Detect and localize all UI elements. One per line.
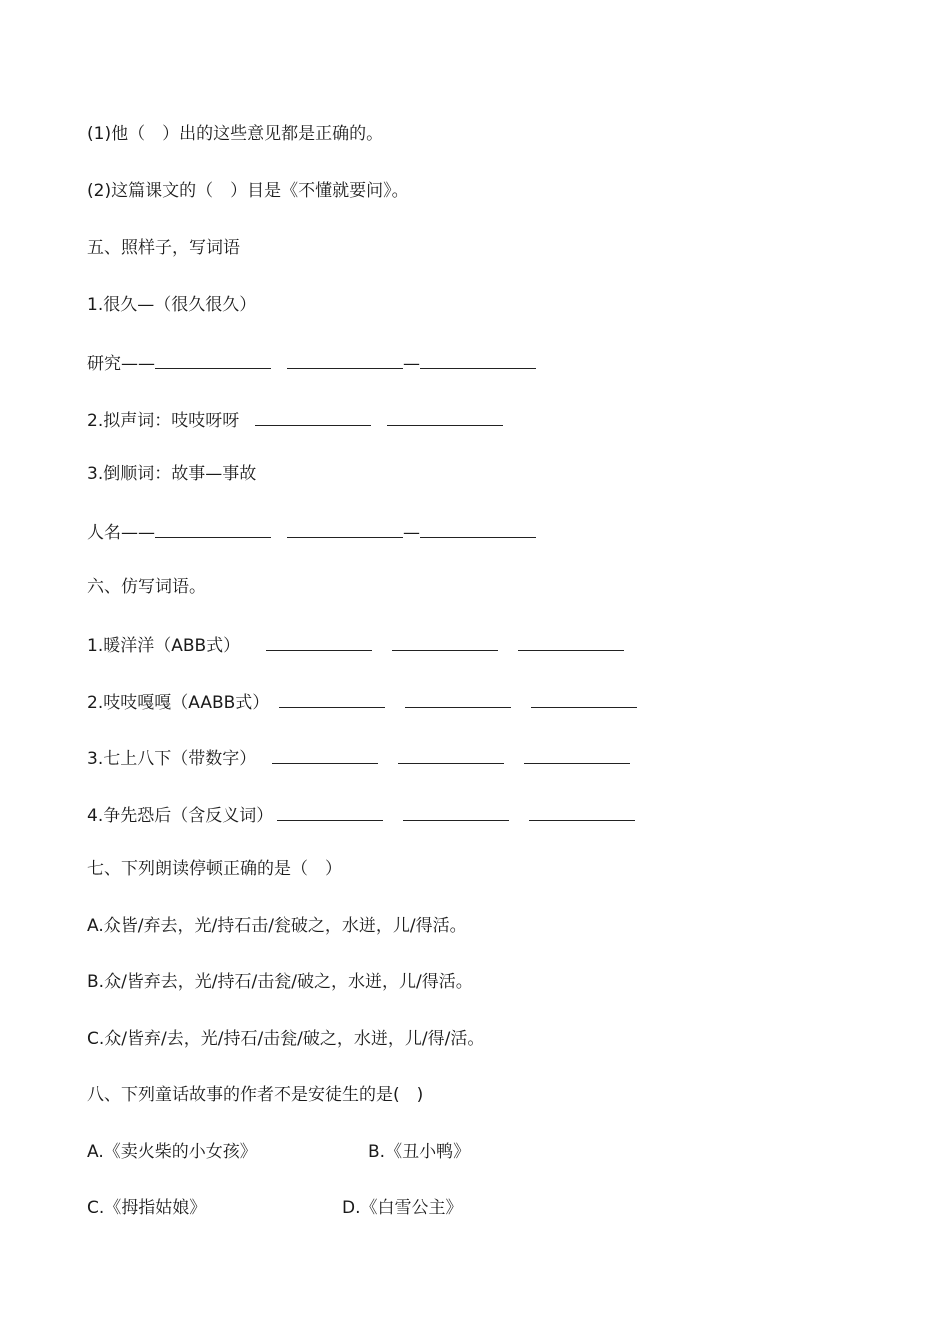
section-6-item-3 [87, 745, 630, 770]
section-8-title-text: 八、下列童话故事的作者不是安徒生的是( ) [87, 1085, 424, 1105]
section-6-item-3-text: 3.七上八下（带数字） [87, 749, 257, 769]
answer-blank[interactable] [155, 519, 271, 538]
section-5-exercise-1 [87, 350, 536, 375]
answer-blank[interactable] [277, 802, 383, 821]
exercise-word: 研究—— [87, 354, 155, 374]
option-a-text: A.众皆/弃去，光/持石击/瓮破之，水迸，儿/得活。 [87, 916, 467, 936]
section-5-example-1 [87, 294, 256, 316]
answer-blank[interactable] [287, 519, 403, 538]
section-6-item-4 [87, 802, 635, 827]
answer-blank[interactable] [420, 350, 536, 369]
section-7-title-text: 七、下列朗读停顿正确的是（ ） [87, 859, 342, 879]
section-8-option-d [342, 1197, 463, 1219]
section-5-title [87, 237, 240, 259]
section-6-item-2-text: 2.吱吱嘎嘎（AABB式） [87, 693, 270, 713]
dash: — [403, 523, 420, 543]
option-b-text: B.《丑小鸭》 [368, 1142, 471, 1162]
answer-blank[interactable] [266, 632, 372, 651]
section-6-item-2 [87, 689, 637, 714]
option-c-text: C.众/皆弃/去，光/持石/击瓮/破之，水迸，儿/得/活。 [87, 1029, 485, 1049]
section-5-example-1-text: 1.很久—（很久很久） [87, 295, 257, 315]
section-5-example-2-text: 2.拟声词：吱吱呀呀 [87, 411, 240, 431]
section-5-example-2 [87, 407, 503, 432]
option-c-text: C.《拇指姑娘》 [87, 1198, 207, 1218]
option-a-text: A.《卖火柴的小女孩》 [87, 1142, 257, 1162]
answer-blank[interactable] [420, 519, 536, 538]
answer-blank[interactable] [155, 350, 271, 369]
answer-blank[interactable] [272, 745, 378, 764]
answer-blank[interactable] [287, 350, 403, 369]
exercise-word: 人名—— [87, 523, 155, 543]
section-5-example-3-text: 3.倒顺词：故事—事故 [87, 464, 257, 484]
answer-blank[interactable] [524, 745, 630, 764]
section-6-title-text: 六、仿写词语。 [87, 577, 206, 597]
section-5-example-3 [87, 463, 256, 485]
section-7-option-b [87, 971, 473, 993]
answer-blank[interactable] [387, 407, 503, 426]
section-7-title [87, 858, 342, 880]
question-2-text: (2)这篇课文的（ ）目是《不懂就要问》。 [87, 181, 409, 201]
section-6-title [87, 576, 206, 598]
section-6-item-1-text: 1.暖洋洋（ABB式） [87, 636, 241, 656]
answer-blank[interactable] [398, 745, 504, 764]
answer-blank[interactable] [531, 689, 637, 708]
answer-blank[interactable] [405, 689, 511, 708]
answer-blank[interactable] [392, 632, 498, 651]
dash: — [403, 354, 420, 374]
section-7-option-a [87, 915, 467, 937]
answer-blank[interactable] [279, 689, 385, 708]
option-b-text: B.众/皆弃去，光/持石/击瓮/破之，水迸，儿/得活。 [87, 972, 473, 992]
section-8-option-a [87, 1141, 257, 1163]
section-5-exercise-3 [87, 519, 536, 544]
question-2 [87, 180, 409, 202]
section-7-option-c [87, 1028, 484, 1050]
section-8-option-c [87, 1197, 206, 1219]
answer-blank[interactable] [529, 802, 635, 821]
section-8-title [87, 1084, 423, 1106]
answer-blank[interactable] [403, 802, 509, 821]
section-6-item-4-text: 4.争先恐后（含反义词） [87, 806, 274, 826]
question-1-text: (1)他（ ）出的这些意见都是正确的。 [87, 124, 384, 144]
section-6-item-1 [87, 632, 624, 657]
section-5-title-text: 五、照样子，写词语 [87, 238, 240, 258]
question-1 [87, 123, 383, 145]
answer-blank[interactable] [518, 632, 624, 651]
answer-blank[interactable] [255, 407, 371, 426]
option-d-text: D.《白雪公主》 [342, 1198, 463, 1218]
section-8-option-b [368, 1141, 470, 1163]
